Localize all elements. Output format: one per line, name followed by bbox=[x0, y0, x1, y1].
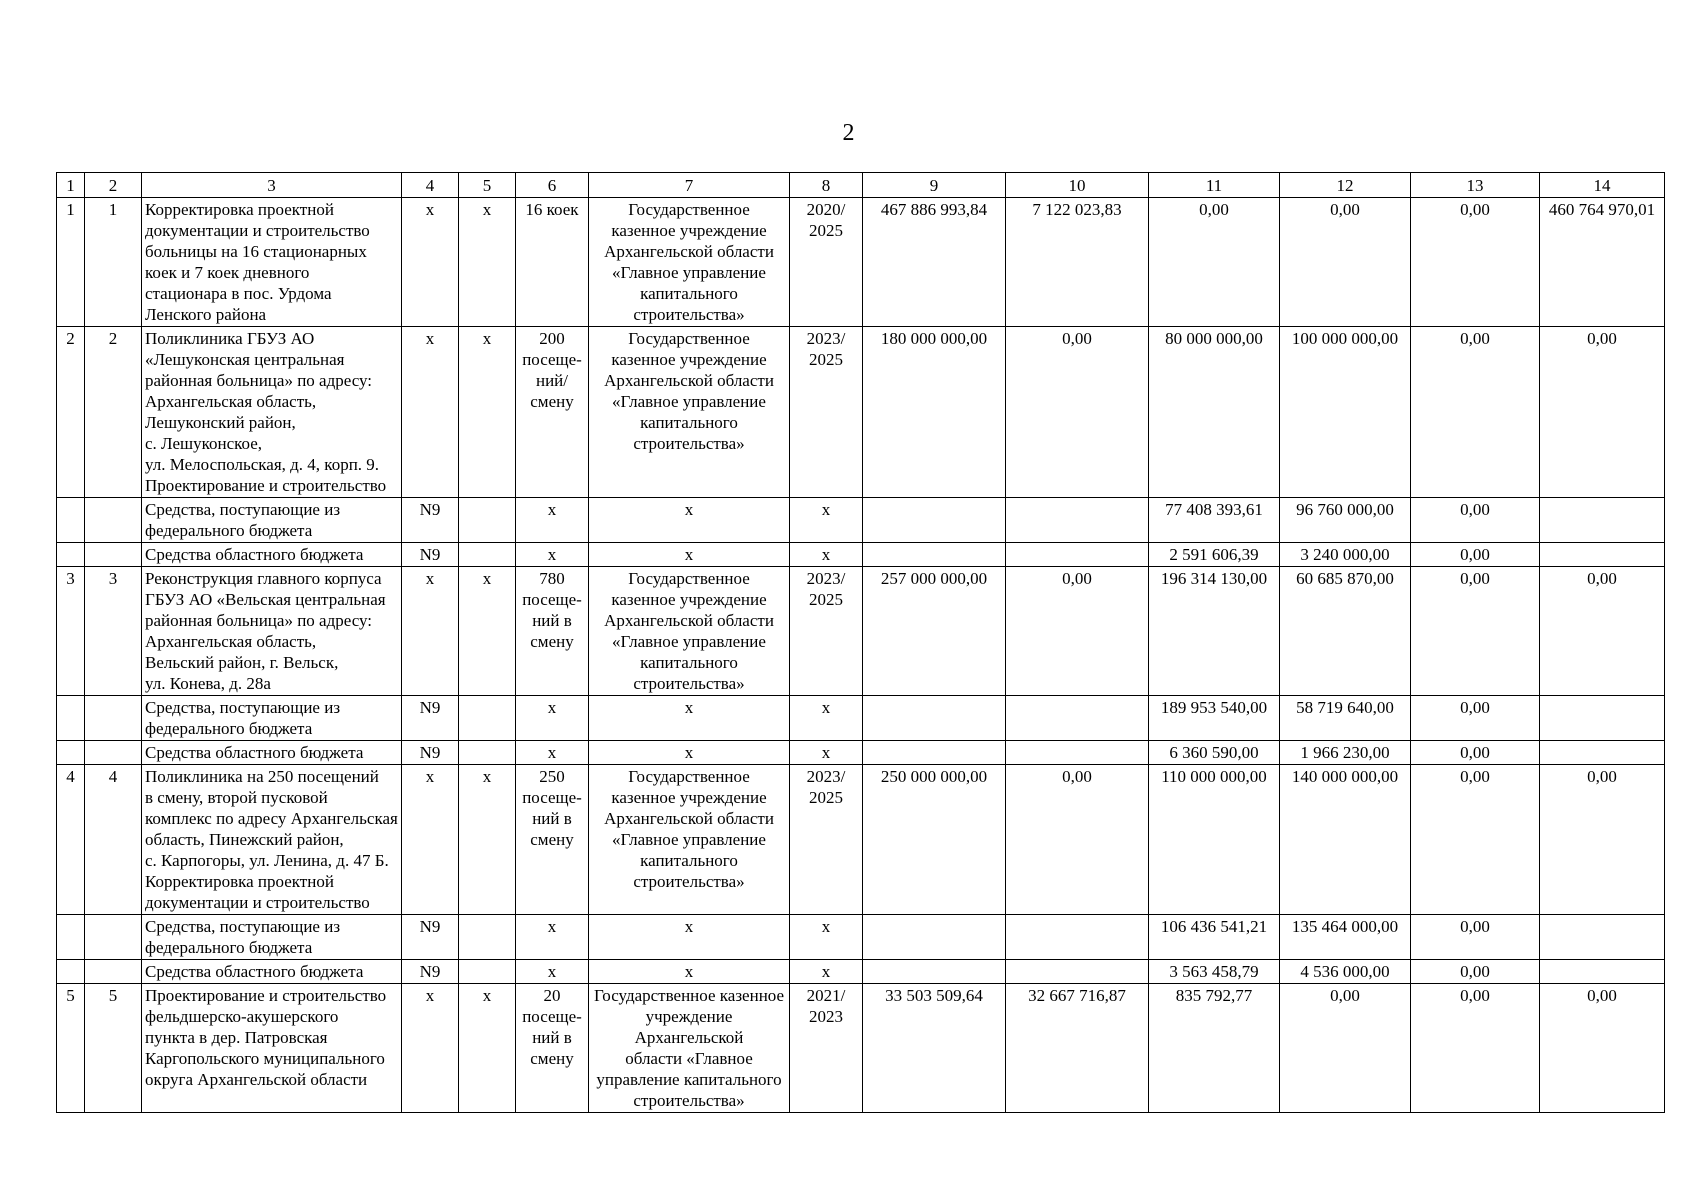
col-11-cell: 2 591 606,39 bbox=[1149, 543, 1280, 567]
col-12-cell: 96 760 000,00 bbox=[1280, 498, 1411, 543]
table-row bbox=[57, 498, 1665, 543]
item-number-cell: 3 bbox=[85, 567, 142, 696]
total-cost-cell: 250 000 000,00 bbox=[863, 765, 1006, 915]
header-cell: 12 bbox=[1280, 173, 1411, 198]
header-cell: 6 bbox=[516, 173, 589, 198]
col-14-cell bbox=[1540, 543, 1665, 567]
period-cell: 2023/ 2025 bbox=[790, 327, 863, 498]
col-12-cell: 140 000 000,00 bbox=[1280, 765, 1411, 915]
col-4-cell: N9 bbox=[402, 741, 459, 765]
customer-cell: Государственное казенное учреждение Архангельской области «Главное управление капитального строительства» bbox=[589, 765, 790, 915]
header-cell: 3 bbox=[142, 173, 402, 198]
customer-cell: Государственное казенное учреждение Архангельской области «Главное управление капитального строительства» bbox=[589, 327, 790, 498]
period-cell: 2023/ 2025 bbox=[790, 765, 863, 915]
item-number-cell: 4 bbox=[85, 765, 142, 915]
col-13-cell: 0,00 bbox=[1411, 498, 1540, 543]
col-13-cell: 0,00 bbox=[1411, 741, 1540, 765]
col-10-cell bbox=[1006, 960, 1149, 984]
customer-cell: Государственное казенное учреждение Архангельской области «Главное управление капитального строительства» bbox=[589, 198, 790, 327]
object-name-cell: Средства, поступающие из федерального бюджета bbox=[142, 696, 402, 741]
customer-cell: х bbox=[589, 498, 790, 543]
total-cost-cell bbox=[863, 543, 1006, 567]
row-number-cell bbox=[57, 696, 85, 741]
col-10-cell bbox=[1006, 543, 1149, 567]
capacity-cell: 780 посеще- ний в смену bbox=[516, 567, 589, 696]
row-number-cell bbox=[57, 960, 85, 984]
col-5-cell bbox=[459, 498, 516, 543]
header-cell: 9 bbox=[863, 173, 1006, 198]
capacity-cell: х bbox=[516, 498, 589, 543]
col-11-cell: 835 792,77 bbox=[1149, 984, 1280, 1113]
table-row bbox=[57, 765, 1665, 915]
item-number-cell bbox=[85, 696, 142, 741]
col-5-cell: х bbox=[459, 765, 516, 915]
total-cost-cell: 33 503 509,64 bbox=[863, 984, 1006, 1113]
header-cell: 14 bbox=[1540, 173, 1665, 198]
col-5-cell: х bbox=[459, 327, 516, 498]
customer-cell: х bbox=[589, 960, 790, 984]
table-row bbox=[57, 198, 1665, 327]
col-10-cell: 0,00 bbox=[1006, 327, 1149, 498]
col-12-cell: 1 966 230,00 bbox=[1280, 741, 1411, 765]
col-13-cell: 0,00 bbox=[1411, 198, 1540, 327]
item-number-cell bbox=[85, 543, 142, 567]
header-cell: 10 bbox=[1006, 173, 1149, 198]
object-name-cell: Средства областного бюджета bbox=[142, 741, 402, 765]
total-cost-cell: 467 886 993,84 bbox=[863, 198, 1006, 327]
capacity-cell: 16 коек bbox=[516, 198, 589, 327]
customer-cell: х bbox=[589, 915, 790, 960]
col-13-cell: 0,00 bbox=[1411, 327, 1540, 498]
col-13-cell: 0,00 bbox=[1411, 567, 1540, 696]
col-4-cell: N9 bbox=[402, 960, 459, 984]
col-11-cell: 189 953 540,00 bbox=[1149, 696, 1280, 741]
col-4-cell: N9 bbox=[402, 696, 459, 741]
object-name-cell: Проектирование и строительство фельдшерско-акушерского пункта в дер. Патровская Каргопольского муниципального округа Архангельской области bbox=[142, 984, 402, 1113]
col-4-cell: N9 bbox=[402, 543, 459, 567]
object-name-cell: Корректировка проектной документации и строительство больницы на 16 стационарных коек и 7 коек дневного стационара в пос. Урдома Ленского района bbox=[142, 198, 402, 327]
item-number-cell bbox=[85, 915, 142, 960]
customer-cell: Государственное казенное учреждение Архангельской области «Главное управление капитального строительства» bbox=[589, 567, 790, 696]
header-cell: 4 bbox=[402, 173, 459, 198]
capacity-cell: х bbox=[516, 543, 589, 567]
col-5-cell: х bbox=[459, 567, 516, 696]
object-name-cell: Реконструкция главного корпуса ГБУЗ АО «Вельская центральная районная больница» по адресу: Архангельская область, Вельский район, г. Вельск, ул. Конева, д. 28а bbox=[142, 567, 402, 696]
col-11-cell: 3 563 458,79 bbox=[1149, 960, 1280, 984]
header-cell: 8 bbox=[790, 173, 863, 198]
col-4-cell: х bbox=[402, 198, 459, 327]
header-cell: 1 bbox=[57, 173, 85, 198]
col-12-cell: 0,00 bbox=[1280, 984, 1411, 1113]
object-name-cell: Средства, поступающие из федерального бюджета bbox=[142, 915, 402, 960]
item-number-cell bbox=[85, 498, 142, 543]
col-14-cell: 0,00 bbox=[1540, 765, 1665, 915]
page-number: 2 bbox=[842, 120, 855, 146]
period-cell: х bbox=[790, 741, 863, 765]
row-number-cell bbox=[57, 741, 85, 765]
total-cost-cell: 180 000 000,00 bbox=[863, 327, 1006, 498]
col-11-cell: 196 314 130,00 bbox=[1149, 567, 1280, 696]
table-row bbox=[57, 696, 1665, 741]
col-4-cell: х bbox=[402, 327, 459, 498]
period-cell: х bbox=[790, 543, 863, 567]
col-14-cell bbox=[1540, 498, 1665, 543]
col-5-cell bbox=[459, 741, 516, 765]
col-10-cell bbox=[1006, 915, 1149, 960]
col-10-cell bbox=[1006, 696, 1149, 741]
table-row bbox=[57, 960, 1665, 984]
row-number-cell bbox=[57, 915, 85, 960]
col-14-cell: 0,00 bbox=[1540, 984, 1665, 1113]
col-14-cell bbox=[1540, 960, 1665, 984]
col-13-cell: 0,00 bbox=[1411, 543, 1540, 567]
col-14-cell bbox=[1540, 696, 1665, 741]
capacity-cell: х bbox=[516, 741, 589, 765]
total-cost-cell bbox=[863, 915, 1006, 960]
row-number-cell: 3 bbox=[57, 567, 85, 696]
header-cell: 13 bbox=[1411, 173, 1540, 198]
col-12-cell: 100 000 000,00 bbox=[1280, 327, 1411, 498]
total-cost-cell: 257 000 000,00 bbox=[863, 567, 1006, 696]
col-12-cell: 135 464 000,00 bbox=[1280, 915, 1411, 960]
capacity-cell: х bbox=[516, 960, 589, 984]
capacity-cell: 250 посеще- ний в смену bbox=[516, 765, 589, 915]
investment-table bbox=[56, 172, 1665, 1113]
table-row bbox=[57, 543, 1665, 567]
period-cell: х bbox=[790, 915, 863, 960]
capacity-cell: 20 посеще- ний в смену bbox=[516, 984, 589, 1113]
col-12-cell: 4 536 000,00 bbox=[1280, 960, 1411, 984]
row-number-cell: 1 bbox=[57, 198, 85, 327]
col-5-cell bbox=[459, 960, 516, 984]
col-11-cell: 106 436 541,21 bbox=[1149, 915, 1280, 960]
customer-cell: х bbox=[589, 543, 790, 567]
customer-cell: х bbox=[589, 741, 790, 765]
row-number-cell: 2 bbox=[57, 327, 85, 498]
table-row bbox=[57, 915, 1665, 960]
col-14-cell bbox=[1540, 741, 1665, 765]
customer-cell: х bbox=[589, 696, 790, 741]
period-cell: 2020/ 2025 bbox=[790, 198, 863, 327]
col-10-cell: 7 122 023,83 bbox=[1006, 198, 1149, 327]
col-12-cell: 3 240 000,00 bbox=[1280, 543, 1411, 567]
row-number-cell bbox=[57, 498, 85, 543]
item-number-cell: 5 bbox=[85, 984, 142, 1113]
header-cell: 5 bbox=[459, 173, 516, 198]
col-4-cell: х bbox=[402, 765, 459, 915]
object-name-cell: Средства областного бюджета bbox=[142, 543, 402, 567]
col-11-cell: 6 360 590,00 bbox=[1149, 741, 1280, 765]
capacity-cell: х bbox=[516, 696, 589, 741]
col-10-cell: 0,00 bbox=[1006, 567, 1149, 696]
header-cell: 11 bbox=[1149, 173, 1280, 198]
item-number-cell bbox=[85, 741, 142, 765]
col-4-cell: N9 bbox=[402, 915, 459, 960]
item-number-cell: 1 bbox=[85, 198, 142, 327]
period-cell: х bbox=[790, 498, 863, 543]
table-row bbox=[57, 567, 1665, 696]
capacity-cell: х bbox=[516, 915, 589, 960]
item-number-cell bbox=[85, 960, 142, 984]
table-row bbox=[57, 741, 1665, 765]
col-4-cell: х bbox=[402, 567, 459, 696]
object-name-cell: Средства областного бюджета bbox=[142, 960, 402, 984]
col-5-cell bbox=[459, 696, 516, 741]
col-10-cell bbox=[1006, 498, 1149, 543]
object-name-cell: Поликлиника ГБУЗ АО «Лешуконская центральная районная больница» по адресу: Архангельская область, Лешуконский район, с. Лешуконское, ул. Мелоспольская, д. 4, корп. 9. Проектирование и строительство bbox=[142, 327, 402, 498]
col-11-cell: 77 408 393,61 bbox=[1149, 498, 1280, 543]
col-13-cell: 0,00 bbox=[1411, 765, 1540, 915]
col-14-cell: 0,00 bbox=[1540, 567, 1665, 696]
item-number-cell: 2 bbox=[85, 327, 142, 498]
col-5-cell bbox=[459, 915, 516, 960]
col-14-cell: 0,00 bbox=[1540, 327, 1665, 498]
header-cell: 7 bbox=[589, 173, 790, 198]
col-14-cell: 460 764 970,01 bbox=[1540, 198, 1665, 327]
col-14-cell bbox=[1540, 915, 1665, 960]
row-number-cell bbox=[57, 543, 85, 567]
col-11-cell: 0,00 bbox=[1149, 198, 1280, 327]
col-13-cell: 0,00 bbox=[1411, 696, 1540, 741]
col-5-cell: х bbox=[459, 984, 516, 1113]
period-cell: 2021/ 2023 bbox=[790, 984, 863, 1113]
col-10-cell: 0,00 bbox=[1006, 765, 1149, 915]
col-11-cell: 80 000 000,00 bbox=[1149, 327, 1280, 498]
total-cost-cell bbox=[863, 696, 1006, 741]
table-row bbox=[57, 327, 1665, 498]
object-name-cell: Средства, поступающие из федерального бюджета bbox=[142, 498, 402, 543]
col-13-cell: 0,00 bbox=[1411, 984, 1540, 1113]
row-number-cell: 4 bbox=[57, 765, 85, 915]
header-row bbox=[57, 173, 1665, 198]
total-cost-cell bbox=[863, 741, 1006, 765]
object-name-cell: Поликлиника на 250 посещений в смену, второй пусковой комплекс по адресу Архангельская область, Пинежский район, с. Карпогоры, ул. Ленина, д. 47 Б. Корректировка проектной документации и строительство bbox=[142, 765, 402, 915]
col-11-cell: 110 000 000,00 bbox=[1149, 765, 1280, 915]
col-10-cell bbox=[1006, 741, 1149, 765]
customer-cell: Государственное казенное учреждение Архангельской области «Главное управление капитального строительства» bbox=[589, 984, 790, 1113]
capacity-cell: 200 посеще- ний/ смену bbox=[516, 327, 589, 498]
col-13-cell: 0,00 bbox=[1411, 960, 1540, 984]
total-cost-cell bbox=[863, 960, 1006, 984]
col-10-cell: 32 667 716,87 bbox=[1006, 984, 1149, 1113]
col-12-cell: 58 719 640,00 bbox=[1280, 696, 1411, 741]
col-13-cell: 0,00 bbox=[1411, 915, 1540, 960]
period-cell: 2023/ 2025 bbox=[790, 567, 863, 696]
period-cell: х bbox=[790, 696, 863, 741]
col-4-cell: х bbox=[402, 984, 459, 1113]
col-4-cell: N9 bbox=[402, 498, 459, 543]
col-5-cell bbox=[459, 543, 516, 567]
period-cell: х bbox=[790, 960, 863, 984]
col-12-cell: 60 685 870,00 bbox=[1280, 567, 1411, 696]
header-cell: 2 bbox=[85, 173, 142, 198]
row-number-cell: 5 bbox=[57, 984, 85, 1113]
col-12-cell: 0,00 bbox=[1280, 198, 1411, 327]
table-row bbox=[57, 984, 1665, 1113]
total-cost-cell bbox=[863, 498, 1006, 543]
col-5-cell: х bbox=[459, 198, 516, 327]
